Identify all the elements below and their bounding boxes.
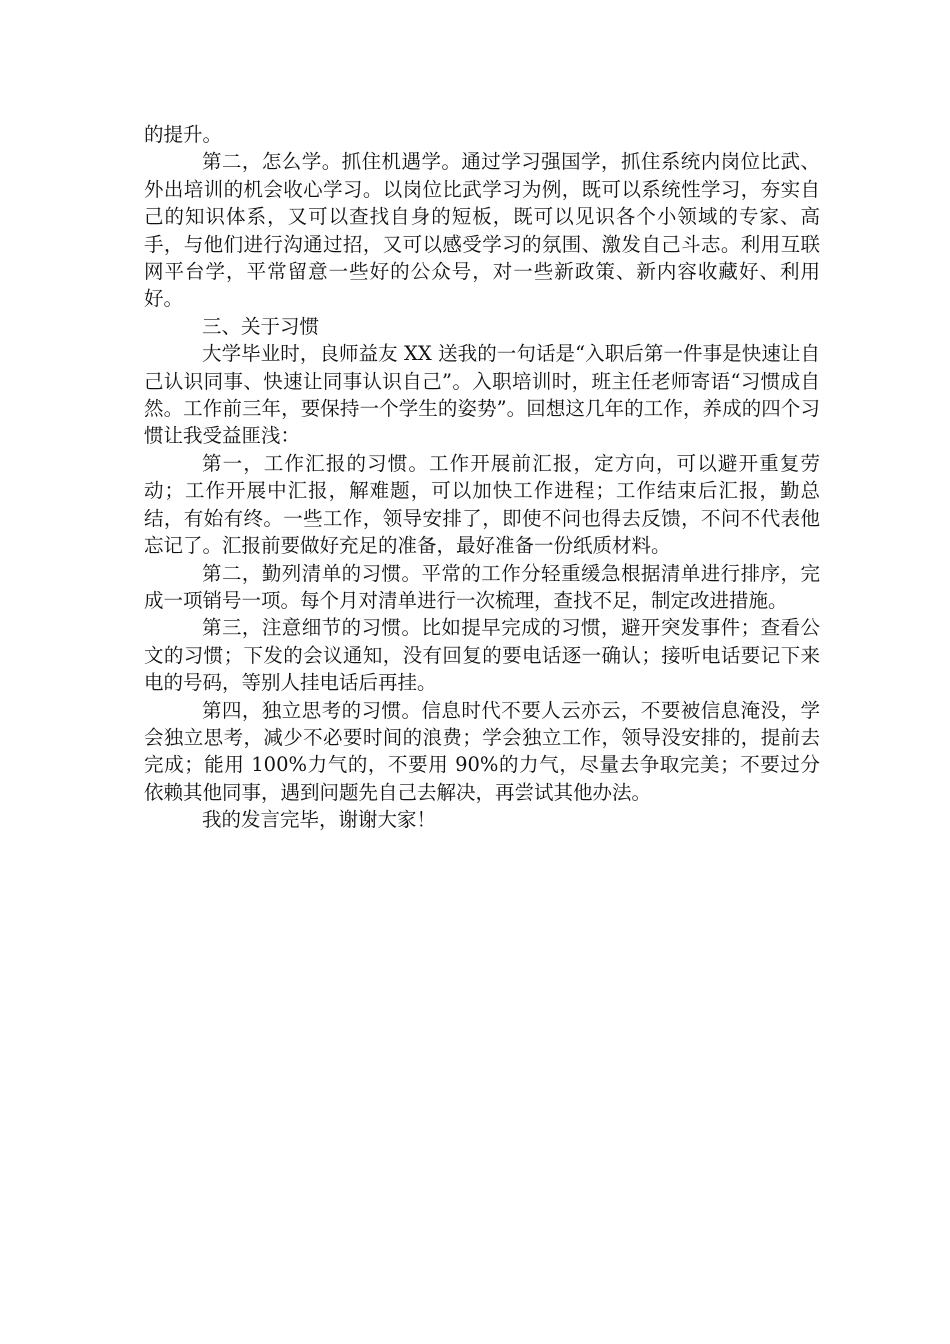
paragraph-habit-independent-thinking: 第四，独立思考的习惯。信息时代不要人云亦云，不要被信息淹没，学会独立思考，减少不必要时间的浪费；学会独立工作，领导没安排的，提前去完成；能用 100%力气的，不要用 90%的力气，尽量去争取完美；不要过分依赖其他同事，遇到问题先自己去解决，再尝试其他办法。	[144, 698, 820, 804]
paragraph-graduation-advice: 大学毕业时，良师益友 XX 送我的一句话是“入职后第一件事是快速让自己认识同事、快速让同事认识自己”。入职培训时，班主任老师寄语“习惯成自然。工作前三年，要保持一个学生的姿势”。回想这几年的工作，养成的四个习惯让我受益匪浅：	[144, 342, 820, 448]
document-body	[144, 121, 820, 834]
section-heading-habits: 三、关于习惯	[202, 314, 320, 338]
paragraph-habit-reporting: 第一，工作汇报的习惯。工作开展前汇报，定方向，可以避开重复劳动；工作开展中汇报，解难题，可以加快工作进程；工作结束后汇报，勤总结，有始有终。一些工作，领导安排了，即使不问也得去反馈，不问不代表他忘记了。汇报前要做好充足的准备，最好准备一份纸质材料。	[144, 451, 820, 558]
paragraph-continuation: 的提升。	[144, 123, 223, 146]
paragraph-how-to-learn: 第二，怎么学。抓住机遇学。通过学习强国学，抓住系统内岗位比武、外出培训的机会收心学习。以岗位比武学习为例，既可以系统性学习，夯实自己的知识体系，又可以查找自身的短板，既可以见识各个小领域的专家、高手，与他们进行沟通过招，又可以感受学习的氛围、激发自己斗志。利用互联网平台学，平常留意一些好的公众号，对一些新政策、新内容收藏好、利用好。	[144, 150, 820, 311]
paragraph-habit-details: 第三，注意细节的习惯。比如提早完成的习惯，避开突发事件；查看公文的习惯；下发的会议通知，没有回复的要电话逐一确认；接听电话要记下来电的号码，等别人挂电话后再挂。	[144, 616, 820, 695]
paragraph-habit-checklist: 第二，勤列清单的习惯。平常的工作分轻重缓急根据清单进行排序，完成一项销号一项。每个月对清单进行一次梳理，查找不足，制定改进措施。	[144, 561, 820, 612]
paragraph-closing: 我的发言完毕，谢谢大家！	[202, 808, 437, 832]
